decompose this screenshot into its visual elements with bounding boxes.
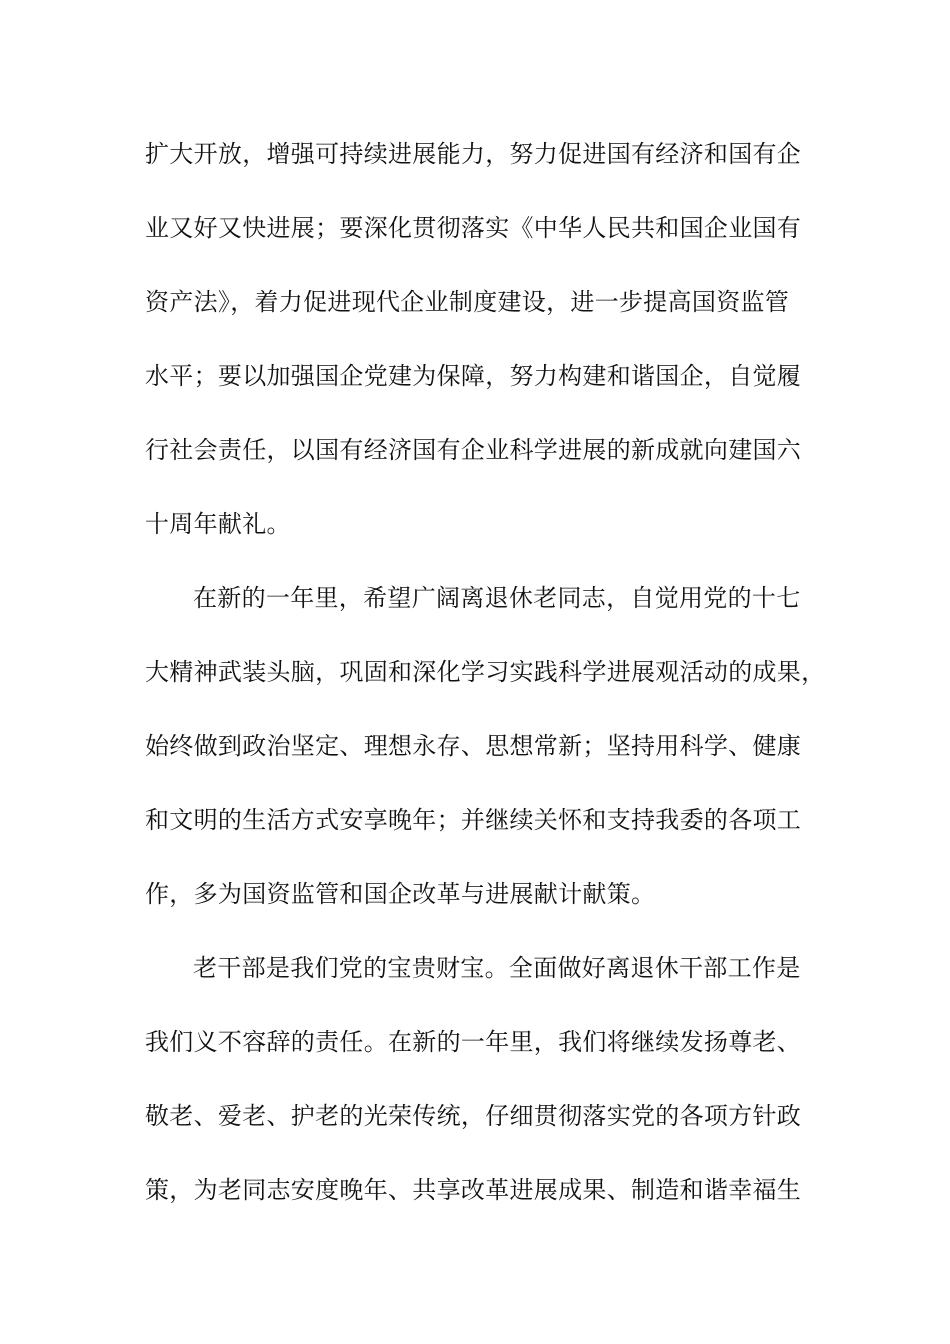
paragraph-line: 大精神武装头脑，巩固和深化学习实践科学进展观活动的成果， (145, 658, 826, 686)
paragraph-line: 和文明的生活方式安享晚年；并继续关怀和支持我委的各项工 (145, 806, 802, 834)
paragraph-line: 作，多为国资监管和国企改革与进展献计献策。 (145, 880, 656, 908)
paragraph-line: 始终做到政治坚定、理想永存、思想常新；坚持用科学、健康 (145, 732, 802, 760)
paragraph-line: 水平；要以加强国企党建为保障，努力构建和谐国企，自觉履 (145, 362, 802, 390)
paragraph-line: 资产法》，着力促进现代企业制度建设，进一步提高国资监管 (145, 288, 790, 316)
paragraph-first-line: 在新的一年里，希望广阔离退休老同志，自觉用党的十七 (193, 584, 801, 612)
paragraph-line: 敬老、爱老、护老的光荣传统，仔细贯彻落实党的各项方针政 (145, 1102, 802, 1130)
paragraph-line: 业又好又快进展；要深化贯彻落实《中华人民共和国企业国有 (145, 214, 802, 242)
paragraph-line: 扩大开放，增强可持续进展能力，努力促进国有经济和国有企 (145, 140, 802, 168)
paragraph-line: 十周年献礼。 (145, 510, 291, 538)
paragraph-first-line: 老干部是我们党的宝贵财宝。全面做好离退休干部工作是 (193, 954, 801, 982)
paragraph-line: 我们义不容辞的责任。在新的一年里，我们将继续发扬尊老、 (145, 1028, 802, 1056)
paragraph-line: 行社会责任，以国有经济国有企业科学进展的新成就向建国六 (145, 436, 802, 464)
paragraph-line: 策，为老同志安度晚年、共享改革进展成果、制造和谐幸福生 (145, 1176, 802, 1204)
